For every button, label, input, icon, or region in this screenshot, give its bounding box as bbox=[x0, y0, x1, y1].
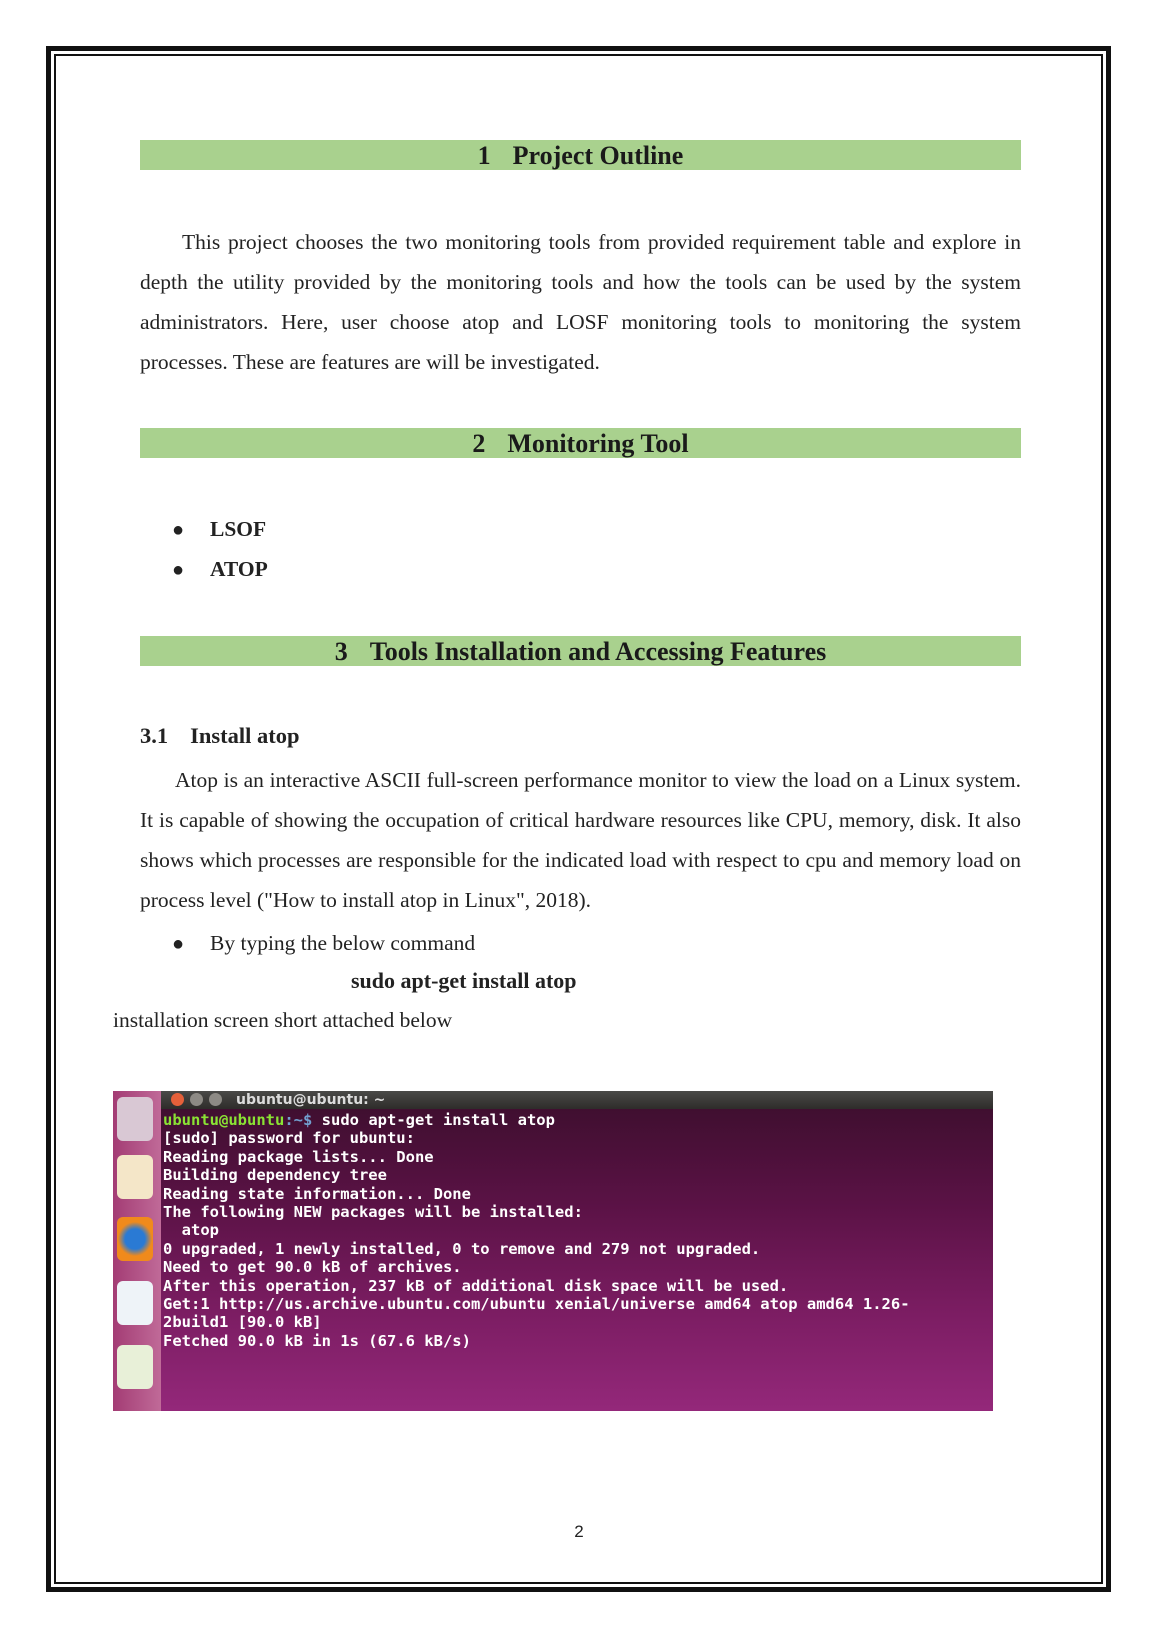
maximize-icon[interactable] bbox=[209, 1093, 222, 1106]
prompt-path: :~$ bbox=[284, 1111, 313, 1129]
section-title: Tools Installation and Accessing Features bbox=[369, 637, 827, 666]
prompt-user: ubuntu@ubuntu bbox=[163, 1111, 285, 1129]
section-heading-project-outline bbox=[140, 140, 1021, 170]
terminal-line: Building dependency tree bbox=[163, 1166, 387, 1185]
firefox-icon bbox=[117, 1217, 153, 1261]
dash-icon bbox=[117, 1097, 153, 1141]
tool-name: ATOP bbox=[210, 557, 268, 581]
terminal-line: Need to get 90.0 kB of archives. bbox=[163, 1258, 462, 1277]
terminal-titlebar bbox=[161, 1091, 993, 1109]
subsection-title: Install atop bbox=[190, 723, 300, 748]
section-title: Monitoring Tool bbox=[507, 429, 689, 458]
terminal-window-title: ubuntu@ubuntu: ~ bbox=[236, 1092, 386, 1108]
writer-icon bbox=[117, 1281, 153, 1325]
command-bullet bbox=[172, 928, 475, 959]
ubuntu-launcher bbox=[113, 1091, 161, 1411]
terminal-prompt-line bbox=[163, 1111, 989, 1129]
terminal-line: Reading state information... Done bbox=[163, 1184, 471, 1203]
tool-list-item bbox=[172, 514, 266, 545]
terminal-screenshot bbox=[113, 1091, 993, 1411]
close-icon[interactable] bbox=[171, 1093, 184, 1106]
section-heading-tools-installation bbox=[140, 636, 1021, 666]
bullet-icon: ● bbox=[172, 559, 185, 581]
terminal-line: The following NEW packages will be installed: bbox=[163, 1203, 583, 1222]
install-command: sudo apt-get install atop bbox=[351, 968, 577, 993]
page-number: 2 bbox=[574, 1522, 584, 1541]
prompt-command: sudo apt-get install atop bbox=[312, 1111, 555, 1129]
subsection-number: 3.1 bbox=[140, 723, 169, 748]
bullet-icon: ● bbox=[172, 933, 185, 955]
terminal-line: atop bbox=[163, 1221, 219, 1240]
atop-paragraph: Atop is an interactive ASCII full-screen performance monitor to view the load on a Linux system. It is capable of showing the occupation of critical hardware resources like CPU, memory, disk. It also shows which processes are responsible for the indicated load with respect to cpu and memory load on process level ("How to install atop in Linux", 2018). bbox=[140, 768, 1021, 912]
files-icon bbox=[117, 1155, 153, 1199]
terminal-output bbox=[163, 1111, 989, 1350]
terminal-line: Get:1 http://us.archive.ubuntu.com/ubuntu xenial/universe amd64 atop amd64 1.26- bbox=[163, 1295, 910, 1314]
screenshot-caption: installation screen short attached below bbox=[113, 1008, 453, 1032]
outline-paragraph: This project chooses the two monitoring tools from provided requirement table and explore in depth the utility provided by the monitoring tools and how the tools can be used by the system administrators. Here, user choose atop and LOSF monitoring tools to monitoring the system processes. These are features are will be investigated. bbox=[140, 230, 1021, 374]
calc-icon bbox=[117, 1345, 153, 1389]
section-number: 3 bbox=[334, 637, 348, 666]
command-bullet-text: By typing the below command bbox=[210, 931, 476, 955]
terminal-line: 2build1 [90.0 kB] bbox=[163, 1313, 322, 1332]
tool-list-item bbox=[172, 554, 268, 585]
terminal-line: Reading package lists... Done bbox=[163, 1147, 434, 1166]
terminal-line: After this operation, 237 kB of additional disk space will be used. bbox=[163, 1276, 789, 1295]
bullet-icon: ● bbox=[172, 519, 185, 541]
subsection-heading-install-atop bbox=[140, 723, 300, 749]
minimize-icon[interactable] bbox=[190, 1093, 203, 1106]
section-number: 1 bbox=[477, 141, 491, 170]
section-number: 2 bbox=[472, 429, 486, 458]
tool-name: LSOF bbox=[210, 517, 267, 541]
section-title: Project Outline bbox=[512, 141, 684, 170]
terminal-line: [sudo] password for ubuntu: bbox=[163, 1129, 415, 1148]
terminal-line: 0 upgraded, 1 newly installed, 0 to remove and 279 not upgraded. bbox=[163, 1239, 761, 1258]
terminal-line: Fetched 90.0 kB in 1s (67.6 kB/s) bbox=[163, 1331, 471, 1350]
section-heading-monitoring-tool bbox=[140, 428, 1021, 458]
